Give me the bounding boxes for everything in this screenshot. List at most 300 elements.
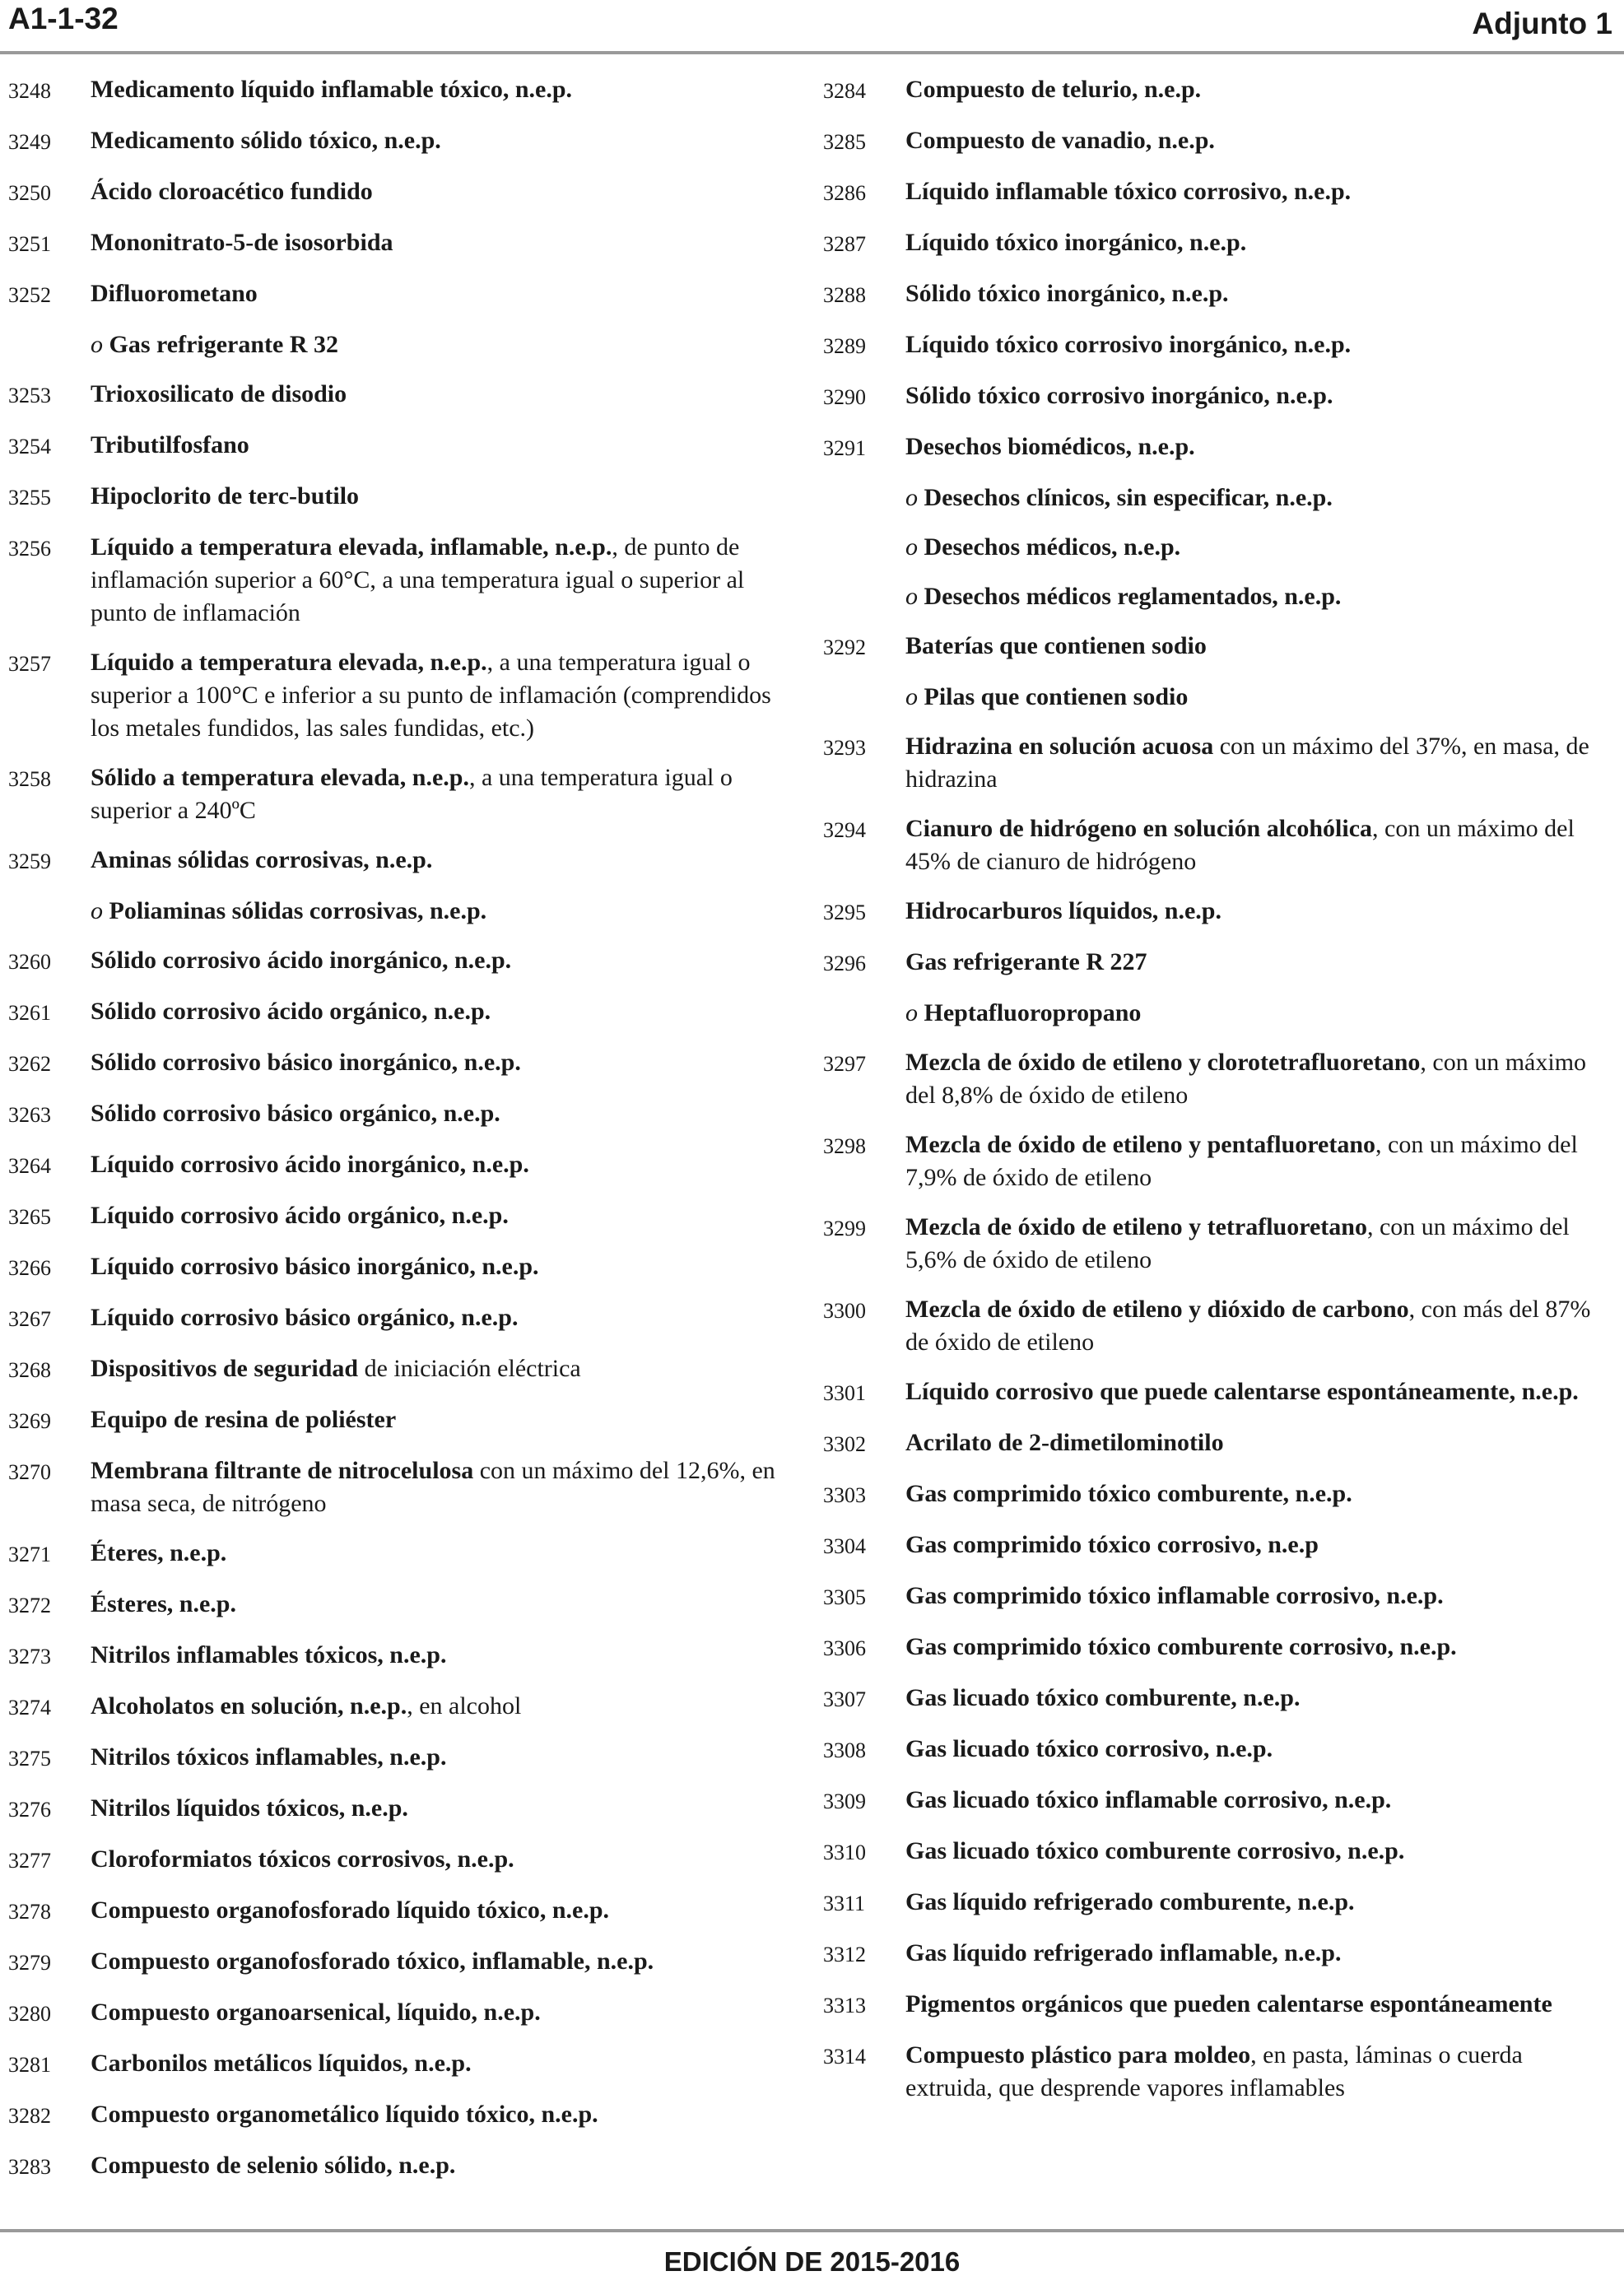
un-number: 3256 xyxy=(8,537,51,561)
un-entry xyxy=(0,2098,790,2133)
un-number: 3308 xyxy=(823,1738,866,1762)
un-entry xyxy=(0,1199,790,1234)
un-entry xyxy=(0,429,790,463)
un-entry xyxy=(0,378,790,412)
un-entry xyxy=(815,175,1613,210)
alternate-name-text: Gas refrigerante R 32 xyxy=(109,331,339,358)
un-entry xyxy=(815,1046,1613,1112)
un-number: 3280 xyxy=(8,2002,51,2026)
un-number: 3306 xyxy=(823,1636,866,1660)
entry-text xyxy=(905,1375,1613,1408)
entry-text xyxy=(905,2039,1613,2105)
un-number: 3298 xyxy=(823,1134,866,1158)
un-entry xyxy=(0,2149,790,2184)
un-entry xyxy=(0,531,790,630)
un-entry xyxy=(0,1945,790,1980)
alternate-name xyxy=(0,895,790,928)
entry-text xyxy=(91,1403,790,1436)
entry-name: Mezcla de óxido de etileno y clorotetrafluoretano xyxy=(905,1049,1421,1076)
entry-name: Gas comprimido tóxico inflamable corrosivo, n.e.p. xyxy=(905,1582,1444,1609)
entry-name: Gas líquido refrigerado comburente, n.e.p. xyxy=(905,1888,1355,1915)
un-number: 3258 xyxy=(8,767,51,791)
un-number: 3305 xyxy=(823,1585,866,1609)
entry-text xyxy=(91,944,790,977)
un-entry xyxy=(815,946,1613,980)
entry-name: Tributilfosfano xyxy=(91,431,249,458)
un-number: 3289 xyxy=(823,334,866,358)
un-number: 3297 xyxy=(823,1052,866,1076)
attachment-label: Adjunto 1 xyxy=(1472,7,1612,40)
un-entry xyxy=(815,1426,1613,1461)
entry-text xyxy=(91,1945,790,1978)
entry-text xyxy=(905,1631,1613,1664)
un-entry xyxy=(0,1996,790,2031)
entry-name: Gas comprimido tóxico comburente, n.e.p. xyxy=(905,1480,1352,1507)
entry-description: , con un máximo del 45% de cianuro de hidrógeno xyxy=(905,815,1575,875)
entry-name: Nitrilos inflamables tóxicos, n.e.p. xyxy=(91,1641,447,1668)
alternate-name xyxy=(815,580,1613,613)
document-code: A1-1-32 xyxy=(8,2,119,35)
entry-text xyxy=(905,1129,1613,1194)
un-number: 3261 xyxy=(8,1001,51,1025)
entry-name: Carbonilos metálicos líquidos, n.e.p. xyxy=(91,2050,472,2077)
entry-description: , en pasta, láminas o cuerda extruida, que desprende vapores inflamables xyxy=(905,2041,1523,2101)
entry-name: Acrilato de 2-dimetilominotilo xyxy=(905,1429,1224,1456)
entry-text xyxy=(91,1792,790,1825)
entry-name: Compuesto organofosforado tóxico, inflamable, n.e.p. xyxy=(91,1948,654,1975)
entry-text xyxy=(905,1733,1613,1766)
un-entry xyxy=(815,430,1613,465)
entry-text xyxy=(91,124,790,157)
entry-name: Líquido tóxico inorgánico, n.e.p. xyxy=(905,229,1247,256)
un-entry xyxy=(0,1046,790,1081)
entry-name: Gas licuado tóxico comburente, n.e.p. xyxy=(905,1684,1301,1711)
un-number: 3263 xyxy=(8,1103,51,1127)
un-number: 3268 xyxy=(8,1358,51,1382)
entry-text xyxy=(91,2047,790,2080)
entry-name: Líquido corrosivo ácido inorgánico, n.e.p. xyxy=(91,1151,529,1178)
un-entry xyxy=(815,124,1613,159)
un-number: 3250 xyxy=(8,181,51,205)
entry-text xyxy=(905,730,1613,796)
edition-footer: EDICIÓN DE 2015-2016 xyxy=(663,2246,961,2277)
entry-text xyxy=(91,1199,790,1232)
un-entry xyxy=(815,1529,1613,1563)
entry-text xyxy=(91,175,790,208)
un-entry xyxy=(0,1352,790,1387)
entry-text xyxy=(905,1835,1613,1868)
un-number: 3262 xyxy=(8,1052,51,1076)
un-number: 3282 xyxy=(8,2104,51,2128)
un-number: 3278 xyxy=(8,1900,51,1924)
entry-text xyxy=(91,1894,790,1927)
entry-text xyxy=(905,1886,1613,1919)
entry-name: Sólido tóxico inorgánico, n.e.p. xyxy=(905,280,1229,307)
left-column xyxy=(0,73,790,2200)
entry-text xyxy=(91,531,790,630)
un-number: 3292 xyxy=(823,635,866,659)
un-entry xyxy=(0,480,790,514)
un-number: 3269 xyxy=(8,1409,51,1433)
entry-name: Desechos biomédicos, n.e.p. xyxy=(905,433,1195,460)
entry-text xyxy=(905,379,1613,412)
entry-name: Compuesto organometálico líquido tóxico, n.e.p. xyxy=(91,2101,598,2128)
un-entry xyxy=(0,1537,790,1571)
un-number: 3277 xyxy=(8,1849,51,1873)
entry-text xyxy=(91,761,790,827)
un-entry xyxy=(815,277,1613,312)
alternate-name xyxy=(815,681,1613,714)
un-number: 3302 xyxy=(823,1432,866,1456)
entry-name: Gas comprimido tóxico corrosivo, n.e.p xyxy=(905,1531,1319,1558)
entry-text xyxy=(91,226,790,259)
alternate-name-text: Heptafluoropropano xyxy=(924,999,1142,1026)
entry-description: , de punto de inflamación superior a 60°C, a una temperatura igual o superior al punto de inflamación xyxy=(91,533,745,626)
entry-text xyxy=(91,1690,790,1723)
un-number: 3312 xyxy=(823,1943,866,1966)
un-entry xyxy=(0,1741,790,1775)
un-number: 3276 xyxy=(8,1798,51,1822)
entry-name: Gas refrigerante R 227 xyxy=(905,948,1147,975)
un-entry xyxy=(815,812,1613,878)
entry-description: , en alcohol xyxy=(407,1692,522,1720)
entry-text xyxy=(91,277,790,310)
un-number: 3291 xyxy=(823,436,866,460)
entry-name: Gas líquido refrigerado inflamable, n.e.p. xyxy=(905,1939,1342,1966)
entry-name: Compuesto plástico para moldeo xyxy=(905,2041,1251,2069)
un-number: 3270 xyxy=(8,1460,51,1484)
un-entry xyxy=(0,944,790,979)
un-number: 3311 xyxy=(823,1892,866,1915)
entry-name: Líquido corrosivo básico inorgánico, n.e.p. xyxy=(91,1253,539,1280)
entry-description: , a una temperatura igual o superior a 240ºC xyxy=(91,764,733,824)
entry-text xyxy=(91,1454,790,1520)
un-entry xyxy=(0,1097,790,1132)
un-number: 3304 xyxy=(823,1534,866,1558)
un-entry xyxy=(815,730,1613,796)
un-number: 3279 xyxy=(8,1951,51,1975)
entry-name: Líquido inflamable tóxico corrosivo, n.e.p. xyxy=(905,178,1352,205)
un-entry xyxy=(0,1894,790,1929)
entry-name: Sólido tóxico corrosivo inorgánico, n.e.p. xyxy=(905,382,1333,409)
entry-text xyxy=(905,1211,1613,1277)
un-number: 3281 xyxy=(8,2053,51,2077)
entry-text xyxy=(91,1250,790,1283)
entry-text xyxy=(91,429,790,462)
un-number: 3301 xyxy=(823,1381,866,1405)
un-entry xyxy=(0,1250,790,1285)
entry-name: Dispositivos de seguridad xyxy=(91,1355,359,1382)
entry-description: , con más del 87% de óxido de etileno xyxy=(905,1296,1591,1356)
un-entry xyxy=(0,124,790,159)
un-number: 3252 xyxy=(8,283,51,307)
alternate-marker: o xyxy=(905,583,924,610)
entry-text xyxy=(905,430,1613,463)
entry-name: Sólido corrosivo ácido orgánico, n.e.p. xyxy=(91,998,491,1025)
entry-name: Compuesto organoarsenical, líquido, n.e.p. xyxy=(91,1999,541,2026)
un-number: 3257 xyxy=(8,652,51,676)
entry-text xyxy=(905,328,1613,361)
entry-text xyxy=(91,1148,790,1181)
entry-name: Mezcla de óxido de etileno y tetrafluoretano xyxy=(905,1213,1367,1240)
entry-text xyxy=(905,1478,1613,1510)
entry-name: Sólido corrosivo básico inorgánico, n.e.p. xyxy=(91,1049,521,1076)
un-entry xyxy=(815,1129,1613,1194)
entry-name: Ácido cloroacético fundido xyxy=(91,178,373,205)
right-column xyxy=(815,73,1613,2121)
entry-name: Alcoholatos en solución, n.e.p. xyxy=(91,1692,407,1720)
alternate-marker: o xyxy=(905,999,924,1026)
un-entry xyxy=(815,1211,1613,1277)
un-entry xyxy=(0,1403,790,1438)
alternate-name xyxy=(815,482,1613,514)
entry-name: Membrana filtrante de nitrocelulosa xyxy=(91,1457,474,1484)
entry-text xyxy=(91,844,790,877)
entry-name: Baterías que contienen sodio xyxy=(905,632,1207,659)
un-entry xyxy=(0,73,790,108)
un-entry xyxy=(815,1478,1613,1512)
un-number: 3274 xyxy=(8,1696,51,1720)
un-number: 3284 xyxy=(823,79,866,103)
un-number: 3265 xyxy=(8,1205,51,1229)
entry-description: , con un máximo del 8,8% de óxido de etileno xyxy=(905,1049,1587,1109)
entry-text xyxy=(91,2149,790,2182)
entry-name: Nitrilos tóxicos inflamables, n.e.p. xyxy=(91,1743,447,1771)
entry-name: Equipo de resina de poliéster xyxy=(91,1406,397,1433)
un-entry xyxy=(815,1835,1613,1869)
alternate-marker: o xyxy=(905,484,924,511)
entry-name: Medicamento líquido inflamable tóxico, n.e.p. xyxy=(91,76,572,103)
un-number: 3266 xyxy=(8,1256,51,1280)
alternate-name xyxy=(815,531,1613,564)
un-entry xyxy=(0,646,790,745)
entry-text xyxy=(91,995,790,1028)
entry-text xyxy=(905,1046,1613,1112)
un-entry xyxy=(815,328,1613,363)
entry-name: Gas licuado tóxico corrosivo, n.e.p. xyxy=(905,1735,1273,1762)
un-entry xyxy=(0,844,790,878)
entry-description: , a una temperatura igual o superior a 100°C e inferior a su punto de inflamación (comprendidos los metales fundidos, las sales fundidas, etc.) xyxy=(91,649,771,742)
un-entry xyxy=(815,1580,1613,1614)
entry-text xyxy=(91,1741,790,1774)
un-entry xyxy=(0,761,790,827)
entry-text xyxy=(905,1426,1613,1459)
entry-text xyxy=(91,1588,790,1621)
un-entry xyxy=(815,226,1613,261)
entry-name: Gas comprimido tóxico comburente corrosivo, n.e.p. xyxy=(905,1633,1457,1660)
alternate-name-text: Pilas que contienen sodio xyxy=(924,683,1189,710)
entry-text xyxy=(91,1639,790,1672)
un-number: 3260 xyxy=(8,950,51,974)
un-number: 3310 xyxy=(823,1841,866,1864)
alternate-name xyxy=(815,997,1613,1030)
entry-text xyxy=(905,1682,1613,1715)
un-number: 3259 xyxy=(8,849,51,873)
un-number: 3248 xyxy=(8,79,51,103)
un-entry xyxy=(0,1588,790,1622)
entry-name: Compuesto de vanadio, n.e.p. xyxy=(905,127,1215,154)
un-entry xyxy=(815,1733,1613,1767)
entry-name: Compuesto de selenio sólido, n.e.p. xyxy=(91,2152,456,2179)
un-number: 3294 xyxy=(823,818,866,842)
header-rule xyxy=(0,51,1624,54)
entry-description: de iniciación eléctrica xyxy=(358,1355,581,1382)
entry-name: Gas licuado tóxico comburente corrosivo, n.e.p. xyxy=(905,1837,1405,1864)
entry-text xyxy=(905,175,1613,208)
entry-name: Líquido corrosivo ácido orgánico, n.e.p. xyxy=(91,1202,509,1229)
un-entry xyxy=(815,2039,1613,2105)
un-number: 3313 xyxy=(823,1994,866,2017)
un-number: 3299 xyxy=(823,1217,866,1240)
un-entry xyxy=(815,1937,1613,1971)
un-number: 3253 xyxy=(8,384,51,407)
entry-name: Hipoclorito de terc-butilo xyxy=(91,482,360,510)
un-number: 3285 xyxy=(823,130,866,154)
entry-name: Mezcla de óxido de etileno y pentafluoretano xyxy=(905,1131,1376,1158)
entry-text xyxy=(91,646,790,745)
entry-text xyxy=(91,1843,790,1876)
entry-description: con un máximo del 12,6%, en masa seca, de nitrógeno xyxy=(91,1457,775,1517)
un-number: 3275 xyxy=(8,1747,51,1771)
entry-name: Ésteres, n.e.p. xyxy=(91,1590,236,1617)
entry-description: , con un máximo del 7,9% de óxido de etileno xyxy=(905,1131,1578,1191)
entry-text xyxy=(91,1301,790,1334)
entry-name: Aminas sólidas corrosivas, n.e.p. xyxy=(91,846,433,873)
un-number: 3290 xyxy=(823,385,866,409)
entry-text xyxy=(905,1529,1613,1561)
un-entry xyxy=(815,1784,1613,1818)
entry-name: Nitrilos líquidos tóxicos, n.e.p. xyxy=(91,1794,408,1822)
entry-name: Pigmentos orgánicos que pueden calentarse espontáneamente xyxy=(905,1990,1552,2017)
alternate-name xyxy=(0,328,790,361)
un-number: 3287 xyxy=(823,232,866,256)
entry-name: Sólido a temperatura elevada, n.e.p. xyxy=(91,764,469,791)
un-entry xyxy=(0,1843,790,1878)
un-entry xyxy=(0,1792,790,1827)
un-entry xyxy=(0,1639,790,1673)
entry-text xyxy=(905,226,1613,259)
un-number: 3300 xyxy=(823,1299,866,1323)
entry-name: Compuesto de telurio, n.e.p. xyxy=(905,76,1202,103)
un-number: 3273 xyxy=(8,1645,51,1668)
alternate-marker: o xyxy=(905,683,924,710)
entry-text xyxy=(91,480,790,513)
entry-name: Éteres, n.e.p. xyxy=(91,1539,227,1566)
entry-text xyxy=(91,378,790,411)
footer-rule xyxy=(0,2229,1624,2232)
un-number: 3254 xyxy=(8,435,51,458)
entry-text xyxy=(905,1293,1613,1359)
un-number: 3307 xyxy=(823,1687,866,1711)
entry-name: Líquido corrosivo que puede calentarse espontáneamente, n.e.p. xyxy=(905,1378,1579,1405)
un-number: 3295 xyxy=(823,901,866,924)
un-entry xyxy=(815,1293,1613,1359)
un-entry xyxy=(0,1148,790,1183)
entry-text xyxy=(905,946,1613,979)
un-entry xyxy=(815,1682,1613,1716)
entry-name: Mezcla de óxido de etileno y dióxido de carbono xyxy=(905,1296,1409,1323)
un-entry xyxy=(0,1454,790,1520)
un-entry xyxy=(815,379,1613,414)
entry-text xyxy=(905,1580,1613,1613)
un-entry xyxy=(815,1988,1613,2022)
un-entry xyxy=(815,73,1613,108)
entry-name: Medicamento sólido tóxico, n.e.p. xyxy=(91,127,441,154)
un-number: 3271 xyxy=(8,1543,51,1566)
alternate-marker: o xyxy=(91,331,109,358)
entry-name: Gas licuado tóxico inflamable corrosivo, n.e.p. xyxy=(905,1786,1392,1813)
un-entry xyxy=(0,2047,790,2082)
alternate-marker: o xyxy=(905,533,924,561)
un-number: 3293 xyxy=(823,736,866,760)
un-number: 3309 xyxy=(823,1789,866,1813)
entry-name: Líquido a temperatura elevada, n.e.p. xyxy=(91,649,487,676)
un-entry xyxy=(0,1690,790,1724)
entry-text xyxy=(91,1537,790,1570)
entry-name: Cloroformiatos tóxicos corrosivos, n.e.p. xyxy=(91,1845,514,1873)
entry-text xyxy=(905,1937,1613,1970)
entry-name: Sólido corrosivo básico orgánico, n.e.p. xyxy=(91,1100,500,1127)
entry-description: con un máximo del 37%, en masa, de hidrazina xyxy=(905,733,1589,793)
entry-name: Líquido a temperatura elevada, inflamable, n.e.p. xyxy=(91,533,612,561)
un-number: 3255 xyxy=(8,486,51,510)
entry-text xyxy=(91,73,790,106)
entry-text xyxy=(91,1046,790,1079)
un-entry xyxy=(0,277,790,312)
un-entry xyxy=(815,1886,1613,1920)
un-entry xyxy=(815,895,1613,929)
un-entry xyxy=(0,1301,790,1336)
entry-text xyxy=(91,1996,790,2029)
entry-text xyxy=(91,1352,790,1385)
un-entry xyxy=(0,175,790,210)
un-number: 3283 xyxy=(8,2155,51,2179)
un-number: 3264 xyxy=(8,1154,51,1178)
entry-text xyxy=(905,277,1613,310)
entry-name: Trioxosilicato de disodio xyxy=(91,380,347,407)
entry-name: Mononitrato-5-de isosorbida xyxy=(91,229,393,256)
entry-name: Hidrocarburos líquidos, n.e.p. xyxy=(905,897,1221,924)
un-number: 3249 xyxy=(8,130,51,154)
alternate-marker: o xyxy=(91,897,109,924)
un-number: 3251 xyxy=(8,232,51,256)
entry-name: Cianuro de hidrógeno en solución alcohólica xyxy=(905,815,1373,842)
un-entry xyxy=(815,1631,1613,1665)
un-entry xyxy=(815,1375,1613,1410)
entry-name: Líquido corrosivo básico orgánico, n.e.p. xyxy=(91,1304,519,1331)
un-number: 3267 xyxy=(8,1307,51,1331)
entry-name: Difluorometano xyxy=(91,280,258,307)
un-number: 3303 xyxy=(823,1483,866,1507)
entry-name: Compuesto organofosforado líquido tóxico, n.e.p. xyxy=(91,1896,610,1924)
entry-text xyxy=(905,812,1613,878)
entry-text xyxy=(905,124,1613,157)
alternate-name-text: Desechos clínicos, sin especificar, n.e.p. xyxy=(924,484,1333,511)
entry-text xyxy=(91,2098,790,2131)
un-number: 3288 xyxy=(823,283,866,307)
entry-text xyxy=(905,1784,1613,1817)
entry-name: Sólido corrosivo ácido inorgánico, n.e.p. xyxy=(91,947,512,974)
entry-text xyxy=(905,630,1613,663)
alternate-name-text: Desechos médicos, n.e.p. xyxy=(924,533,1181,561)
alternate-name-text: Poliaminas sólidas corrosivas, n.e.p. xyxy=(109,897,487,924)
un-number: 3286 xyxy=(823,181,866,205)
entry-text xyxy=(905,895,1613,928)
un-number: 3314 xyxy=(823,2045,866,2069)
un-entry xyxy=(0,995,790,1030)
un-number: 3272 xyxy=(8,1594,51,1617)
entry-name: Hidrazina en solución acuosa xyxy=(905,733,1214,760)
